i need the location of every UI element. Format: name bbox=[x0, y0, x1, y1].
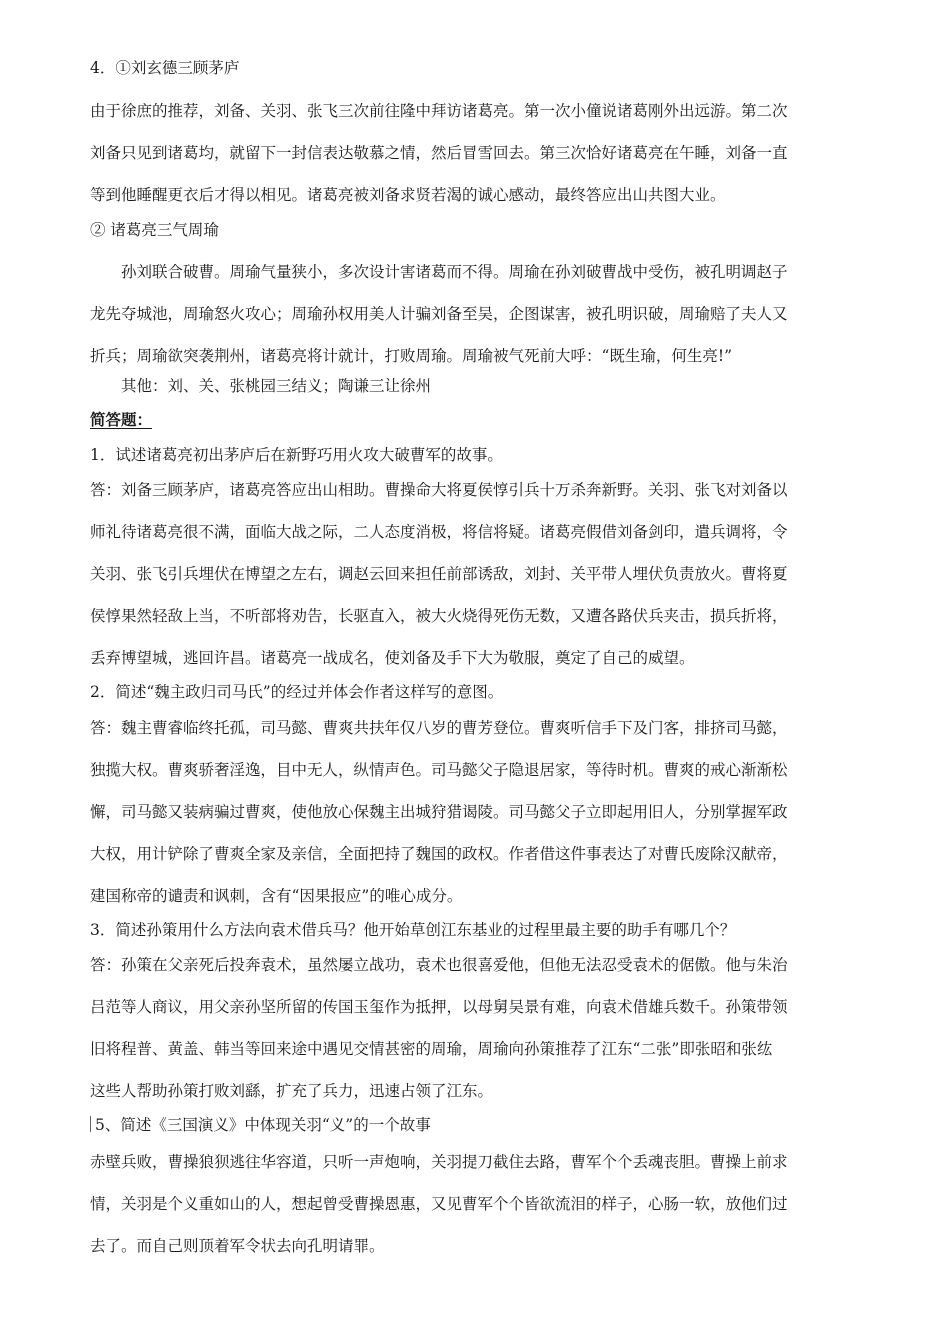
section-4-title: 4．①刘玄德三顾茅庐 bbox=[90, 59, 240, 77]
answer-3-line: 吕范等人商议，用父亲孙坚所留的传国玉玺作为抵押，以母舅吴景有难，向袁术借雄兵数千。孙策带领 bbox=[90, 998, 788, 1016]
answer-3-line: 这些人帮助孙策打败刘繇，扩充了兵力，迅速占领了江东。 bbox=[90, 1082, 494, 1100]
answer-2-line: 答：魏主曹睿临终托孤，司马懿、曹爽共扶年仅八岁的曹芳登位。曹爽听信手下及门客，排挤司马懿， bbox=[90, 719, 788, 737]
answer-2-line: 大权，用计铲除了曹爽全家及亲信，全面把持了魏国的政权。作者借这件事表达了对曹氏废除汉献帝， bbox=[90, 845, 788, 863]
answer-3-line: 答：孙策在父亲死后投奔袁术，虽然屡立战功，袁术也很喜爱他，但他无法忍受袁术的倨傲。他与朱治 bbox=[90, 956, 788, 974]
question-2: 2．简述“魏主政归司马氏”的经过并体会作者这样写的意图。 bbox=[90, 683, 504, 701]
text-cursor-mark bbox=[90, 1116, 91, 1132]
answer-1-line: 侯惇果然轻敌上当，不听部将劝告，长驱直入，被大火烧得死伤无数，又遭各路伏兵夹击，损兵折将， bbox=[90, 607, 788, 625]
answer-2-line: 懈，司马懿又装病骗过曹爽，使他放心保魏主出城狩猎谒陵。司马懿父子立即起用旧人，分别掌握军政 bbox=[90, 803, 788, 821]
paragraph-line: 等到他睡醒更衣后才得以相见。诸葛亮被刘备求贤若渴的诚心感动，最终答应出山共图大业。 bbox=[90, 186, 726, 204]
question-5-text: 5、简述《三国演义》中体现关羽“义”的一个故事 bbox=[95, 1116, 431, 1134]
answer-5-line: 去了。而自己则顶着军令状去向孔明请罪。 bbox=[90, 1237, 385, 1255]
answer-2-line: 建国称帝的谴责和讽刺，含有“因果报应”的唯心成分。 bbox=[90, 887, 463, 905]
paragraph-line: 由于徐庶的推荐，刘备、关羽、张飞三次前往隆中拜访诸葛亮。第一次小僮说诸葛刚外出远游。第二次 bbox=[90, 102, 788, 120]
answer-3-line: 旧将程普、黄盖、韩当等回来途中遇见交情甚密的周瑜，周瑜向孙策推荐了江东“二张”即张昭和张纮 bbox=[90, 1040, 773, 1058]
paragraph-line: 折兵；周瑜欲突袭荆州，诸葛亮将计就计，打败周瑜。周瑜被气死前大呼：“既生瑜，何生亮!” bbox=[90, 347, 733, 365]
answer-1-line: 答：刘备三顾茅庐，诸葛亮答应出山相助。曹操命大将夏侯惇引兵十万杀奔新野。关羽、张飞对刘备以 bbox=[90, 481, 788, 499]
question-1: 1．试述诸葛亮初出茅庐后在新野巧用火攻大破曹军的故事。 bbox=[90, 446, 503, 464]
paragraph-line: 刘备只见到诸葛均，就留下一封信表达敬慕之情，然后冒雪回去。第三次恰好诸葛亮在午睡，刘备一直 bbox=[90, 144, 788, 162]
answer-1-line: 丢弃博望城，逃回许昌。诸葛亮一战成名，使刘备及手下大为敬服，奠定了自己的威望。 bbox=[90, 649, 695, 667]
short-answer-heading: 简答题： bbox=[90, 410, 153, 429]
question-5 bbox=[90, 1115, 431, 1135]
other-stories: 其他：刘、关、张桃园三结义；陶谦三让徐州 bbox=[121, 377, 432, 395]
paragraph-line: 孙刘联合破曹。周瑜气量狭小，多次设计害诸葛而不得。周瑜在孙刘破曹战中受伤，被孔明调赵子 bbox=[121, 263, 788, 281]
answer-2-line: 独揽大权。曹爽骄奢淫逸，目中无人，纵情声色。司马懿父子隐退居家，等待时机。曹爽的戒心渐渐松 bbox=[90, 761, 788, 779]
paragraph-line: 龙先夺城池，周瑜怒火攻心；周瑜孙权用美人计骗刘备至吴，企图谋害，被孔明识破，周瑜赔了夫人又 bbox=[90, 305, 788, 323]
answer-5-line: 赤壁兵败，曹操狼狈逃往华容道，只听一声炮响，关羽提刀截住去路，曹军个个丢魂丧胆。曹操上前求 bbox=[90, 1153, 788, 1171]
answer-5-line: 情，关羽是个义重如山的人，想起曾受曹操恩惠，又见曹军个个皆欲流泪的样子，心肠一软，放他们过 bbox=[90, 1195, 788, 1213]
answer-1-line: 关羽、张飞引兵埋伏在博望之左右，调赵云回来担任前部诱敌，刘封、关平带人埋伏负责放火。曹将夏 bbox=[90, 565, 788, 583]
question-3: 3．简述孙策用什么方法向袁术借兵马？他开始草创江东基业的过程里最主要的助手有哪几个？ bbox=[90, 921, 736, 939]
subsection-2-title: ② 诸葛亮三气周瑜 bbox=[90, 221, 219, 239]
answer-1-line: 师礼待诸葛亮很不满，面临大战之际，二人态度消极，将信将疑。诸葛亮假借刘备剑印，遣兵调将，令 bbox=[90, 523, 788, 541]
